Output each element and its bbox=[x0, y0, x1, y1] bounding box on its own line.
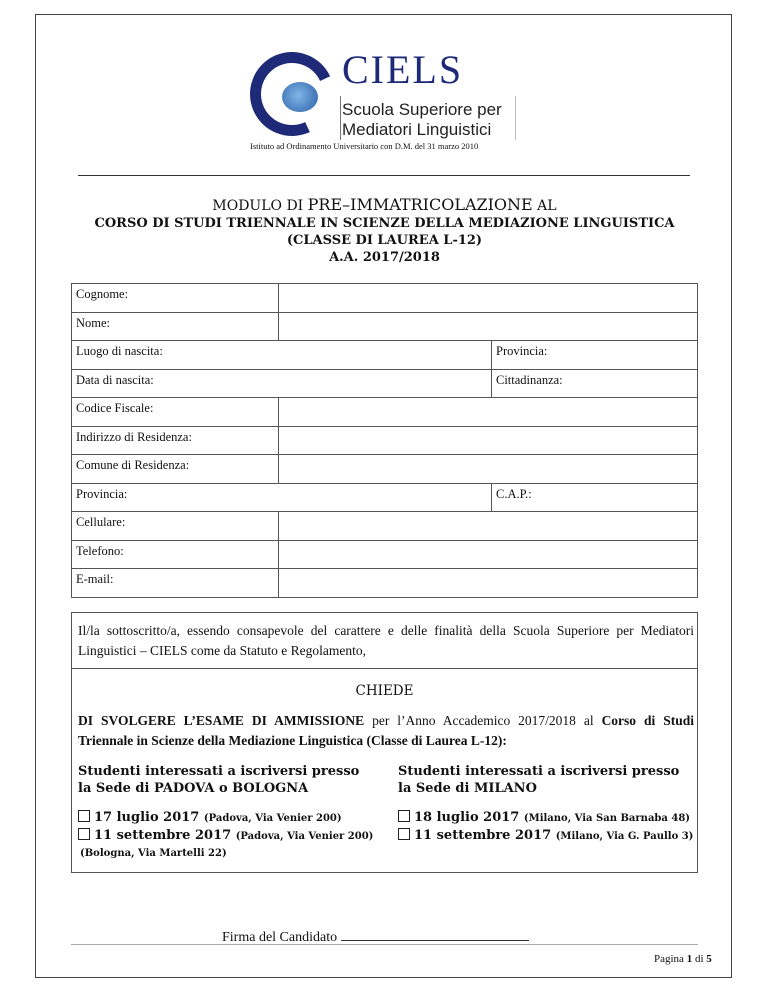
page-number bbox=[654, 953, 712, 965]
title-main: PRE–IMMATRICOLAZIONE bbox=[307, 195, 533, 214]
declaration-text: Il/la sottoscritto/a, essendo consapevole del carattere e delle finalità della Scuola Superiore per Mediatori Linguistici – CIELS come da Statuto e Regolamento, bbox=[78, 623, 694, 658]
padova-july-date: 17 luglio 2017 bbox=[94, 810, 200, 825]
title-prefix: MODULO DI bbox=[212, 198, 308, 214]
page-of: di bbox=[692, 953, 707, 965]
label-provincia: Provincia: bbox=[76, 486, 128, 501]
request-year: per l’Anno Accademico 2017/2018 al bbox=[364, 713, 602, 728]
option-padova-july[interactable] bbox=[78, 809, 378, 827]
field-cittadinanza[interactable] bbox=[492, 369, 698, 398]
row-data-nascita bbox=[72, 369, 698, 398]
field-nome[interactable] bbox=[279, 312, 698, 341]
row-codice-fiscale bbox=[72, 398, 698, 427]
label-comune: Comune di Residenza: bbox=[72, 455, 279, 484]
ciels-logo bbox=[250, 46, 520, 156]
milano-september-date: 11 settembre 2017 bbox=[414, 828, 552, 843]
request-exam: DI SVOLGERE L’ESAME DI AMMISSIONE bbox=[78, 713, 365, 728]
field-cognome[interactable] bbox=[279, 284, 698, 313]
label-cognome: Cognome: bbox=[72, 284, 279, 313]
bologna-note: (Bologna, Via Martelli 22) bbox=[80, 848, 227, 859]
page-current: 1 bbox=[686, 953, 693, 965]
request-course: Corso di Studi Triennale in Scienze della Mediazione Linguistica (Classe di Laurea L-12): bbox=[78, 713, 694, 748]
label-indirizzo: Indirizzo di Residenza: bbox=[72, 426, 279, 455]
title-line-4: A.A. 2017/2018 bbox=[329, 250, 440, 265]
registration-form-table bbox=[71, 283, 698, 598]
checkbox-padova-july[interactable] bbox=[78, 810, 90, 822]
label-luogo-nascita: Luogo di nascita: bbox=[76, 344, 163, 358]
row-telefono bbox=[72, 540, 698, 569]
milano-july-place: (Milano, Via San Barnaba 48) bbox=[523, 813, 691, 824]
field-provincia-nascita[interactable] bbox=[492, 341, 698, 370]
title-line-1 bbox=[36, 196, 733, 215]
milano-july-date: 18 luglio 2017 bbox=[414, 810, 520, 825]
row-luogo-nascita bbox=[72, 341, 698, 370]
field-cap[interactable] bbox=[492, 483, 698, 512]
label-email: E-mail: bbox=[72, 569, 279, 598]
logo-subtitle-2: Mediatori Linguistici bbox=[342, 120, 492, 139]
declaration-divider bbox=[72, 668, 697, 669]
label-telefono: Telefono: bbox=[72, 540, 279, 569]
row-cognome bbox=[72, 284, 698, 313]
logo-emblem-icon bbox=[282, 82, 318, 112]
milano-title bbox=[398, 763, 698, 797]
label-data-nascita: Data di nascita: bbox=[76, 372, 154, 387]
row-indirizzo bbox=[72, 426, 698, 455]
checkbox-milano-september[interactable] bbox=[398, 828, 410, 840]
checkbox-padova-september[interactable] bbox=[78, 828, 90, 840]
padova-title-line-1: Studenti interessati a iscriversi presso bbox=[78, 764, 360, 779]
signature-line[interactable] bbox=[341, 928, 529, 941]
padova-july-place: (Padova, Via Venier 200) bbox=[203, 813, 342, 824]
field-telefono[interactable] bbox=[279, 540, 698, 569]
header-divider bbox=[78, 175, 690, 176]
row-email bbox=[72, 569, 698, 598]
logo-tagline: Istituto ad Ordinamento Universitario con D.M. del 31 marzo 2010 bbox=[250, 141, 479, 151]
declaration-box bbox=[71, 612, 698, 873]
field-data-nascita[interactable] bbox=[72, 369, 492, 398]
padova-september-date: 11 settembre 2017 bbox=[94, 828, 232, 843]
checkbox-milano-july[interactable] bbox=[398, 810, 410, 822]
row-provincia bbox=[72, 483, 698, 512]
milano-title-line-2: la Sede di MILANO bbox=[398, 781, 537, 796]
row-comune bbox=[72, 455, 698, 484]
signature-label: Firma del Candidato bbox=[222, 930, 338, 945]
document-title bbox=[36, 196, 733, 266]
title-line-3: (CLASSE DI LAUREA L-12) bbox=[286, 233, 483, 248]
option-padova-september[interactable] bbox=[78, 827, 378, 845]
page-prefix: Pagina bbox=[654, 953, 687, 965]
footer-divider bbox=[71, 944, 698, 945]
field-email[interactable] bbox=[279, 569, 698, 598]
field-comune[interactable] bbox=[279, 455, 698, 484]
row-cellulare bbox=[72, 512, 698, 541]
logo-wordmark: CIELS bbox=[342, 47, 464, 92]
label-provincia-nascita: Provincia: bbox=[496, 344, 548, 358]
field-luogo-nascita[interactable] bbox=[72, 341, 492, 370]
chiede-heading: CHIEDE bbox=[355, 683, 414, 699]
label-cellulare: Cellulare: bbox=[72, 512, 279, 541]
milano-title-line-1: Studenti interessati a iscriversi presso bbox=[398, 764, 680, 779]
field-provincia[interactable] bbox=[72, 483, 492, 512]
padova-bologna-title bbox=[78, 763, 378, 797]
field-cellulare[interactable] bbox=[279, 512, 698, 541]
padova-title-line-2: la Sede di PADOVA o BOLOGNA bbox=[78, 781, 309, 796]
label-cap: C.A.P.: bbox=[496, 486, 532, 501]
padova-bologna-options bbox=[78, 763, 378, 862]
padova-september-place: (Padova, Via Venier 200) bbox=[235, 831, 374, 842]
milano-options bbox=[398, 763, 698, 845]
milano-september-place: (Milano, Via G. Paullo 3) bbox=[555, 831, 694, 842]
label-cittadinanza: Cittadinanza: bbox=[496, 372, 563, 387]
label-codice-fiscale: Codice Fiscale: bbox=[72, 398, 279, 427]
label-nome: Nome: bbox=[72, 312, 279, 341]
title-line-2: CORSO DI STUDI TRIENNALE IN SCIENZE DELLA MEDIAZIONE LINGUISTICA bbox=[94, 216, 675, 231]
title-suffix: AL bbox=[532, 198, 557, 214]
row-nome bbox=[72, 312, 698, 341]
request-text bbox=[78, 711, 694, 751]
option-milano-september[interactable] bbox=[398, 827, 698, 845]
logo-subtitle-1: Scuola Superiore per bbox=[342, 100, 502, 119]
page-total: 5 bbox=[706, 953, 712, 965]
field-codice-fiscale[interactable] bbox=[279, 398, 698, 427]
field-indirizzo[interactable] bbox=[279, 426, 698, 455]
option-milano-july[interactable] bbox=[398, 809, 698, 827]
